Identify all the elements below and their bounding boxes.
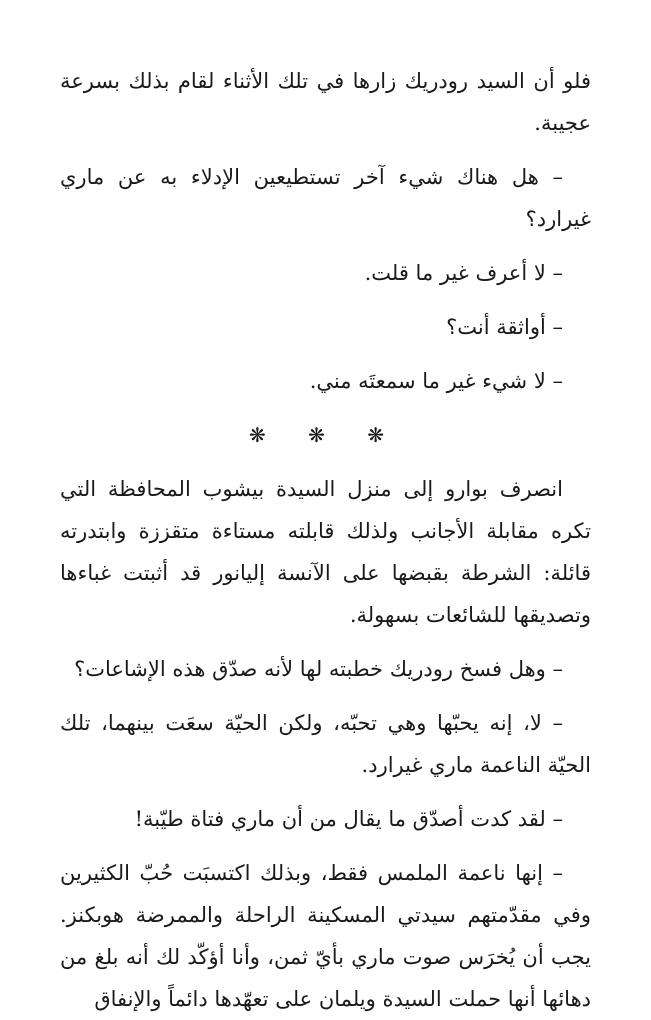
paragraph-1: فلو أن السيد رودريك زارها في تلك الأثناء لقام بذلك بسرعة عجيبة. — [60, 69, 591, 135]
paragraph-narrative: انصرف بوارو إلى منزل السيدة بيشوب المحافظة التي تكره مقابلة الأجانب ولذلك قابلته مستاءة متقززة وابتدرته قائلة: الشرطة بقبضها على الآنسة إليانور قد أثبتت غباءها وتصديقها للشائعات بسهولة. — [60, 477, 591, 627]
dialogue-question-3: – وهل فسخ رودريك خطبته لها لأنه صدّق هذه الإشاعات؟ — [74, 657, 563, 681]
dialogue-answer-4: – إنها ناعمة الملمس فقط، وبذلك اكتسبَت حُبّ الكثيرين وفي مقدّمتهم سيدتي المسكينة الراحلة والممرضة هوبكنز. يجب أن يُخرَس صوت ماري بأيّ ثمن، وأنا أؤكّد لك أنه بلغ من دهائها أنها حملت السيدة ويلمان على تعهّدها دائماً والإنفاق — [60, 861, 591, 1011]
dialogue-question-2: – أواثقة أنت؟ — [446, 315, 563, 339]
dialogue-question-1: – هل هناك شيء آخر تستطيعين الإدلاء به عن ماري غيرارد؟ — [60, 165, 591, 231]
dialogue-answer-3: – لا، إنه يحبّها وهي تحبّه، ولكن الحيّة سعَت بينهما، تلك الحيّة الناعمة ماري غيرارد. — [60, 711, 591, 777]
dialogue-remark: – لقد كدت أصدّق ما يقال من أن ماري فتاة طيّبة! — [134, 807, 563, 831]
dialogue-answer-1: – لا أعرف غير ما قلت. — [364, 261, 563, 285]
dialogue-answer-2: – لا شيء غير ما سمعتَه مني. — [309, 369, 563, 393]
section-separator: ❋ ❋ ❋ — [249, 423, 402, 447]
